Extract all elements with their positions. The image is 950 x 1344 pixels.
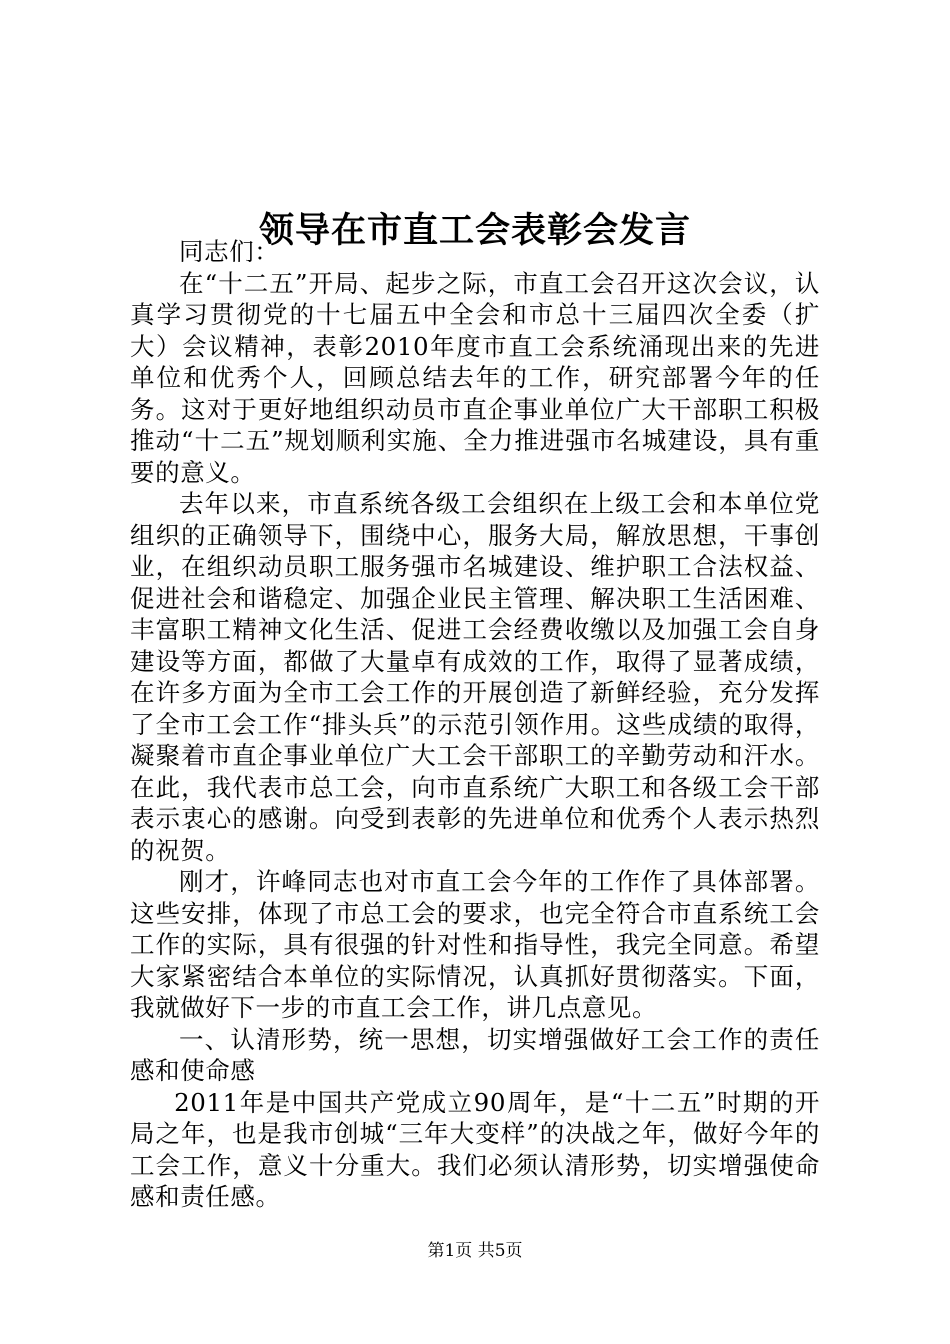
section-heading: 一、认清形势，统一思想，切实增强做好工会工作的责任感和使命感: [130, 1024, 820, 1085]
document-title: 领导在市直工会表彰会发言: [258, 210, 691, 252]
paragraph: 刚才，许峰同志也对市直工会今年的工作作了具体部署。这些安排，体现了市总工会的要求，也完全符合市直系统工会工作的实际，具有很强的针对性和指导性，我完全同意。希望大家紧密结合本单位的实际情况，认真抓好贯彻落实。下面，我就做好下一步的市直工会工作，讲几点意见。: [130, 867, 820, 1022]
paragraph: 去年以来，市直系统各级工会组织在上级工会和本单位党组织的正确领导下，围绕中心，服务大局，解放思想，干事创业，在组织动员职工服务强市名城建设、维护职工合法权益、促进社会和谐稳定、加强企业民主管理、解决职工生活困难、丰富职工精神文化生活、促进工会经费收缴以及加强工会自身建设等方面，都做了大量卓有成效的工作，取得了显著成绩，在许多方面为全市工会工作的开展创造了新鲜经验，充分发挥了全市工会工作“排头兵”的示范引领作用。这些成绩的取得，凝聚着市直企事业单位广大工会干部职工的辛勤劳动和汗水。在此，我代表市总工会，向市直系统广大职工和各级工会干部表示衷心的感谢。向受到表彰的先进单位和优秀个人表示热烈的祝贺。: [130, 489, 820, 865]
document-body: [130, 236, 820, 1213]
salutation: 同志们：: [179, 237, 280, 266]
paragraph: 2011年是中国共产党成立90周年，是“十二五”时期的开局之年，也是我市创城“三年大变样”的决战之年，做好今年的工会工作，意义十分重大。我们必须认清形势，切实增强使命感和责任感。: [130, 1087, 820, 1211]
page-number: 第1页 共5页: [427, 1241, 523, 1261]
paragraph: 在“十二五”开局、起步之际，市直工会召开这次会议，认真学习贯彻党的十七届五中全会和市总十三届四次全委（扩大）会议精神，表彰2010年度市直工会系统涌现出来的先进单位和优秀个人，回顾总结去年的工作，研究部署今年的任务。这对于更好地组织动员市直企事业单位广大干部职工积极推动“十二五”规划顺利实施、全力推进强市名城建设，具有重要的意义。: [130, 268, 820, 487]
